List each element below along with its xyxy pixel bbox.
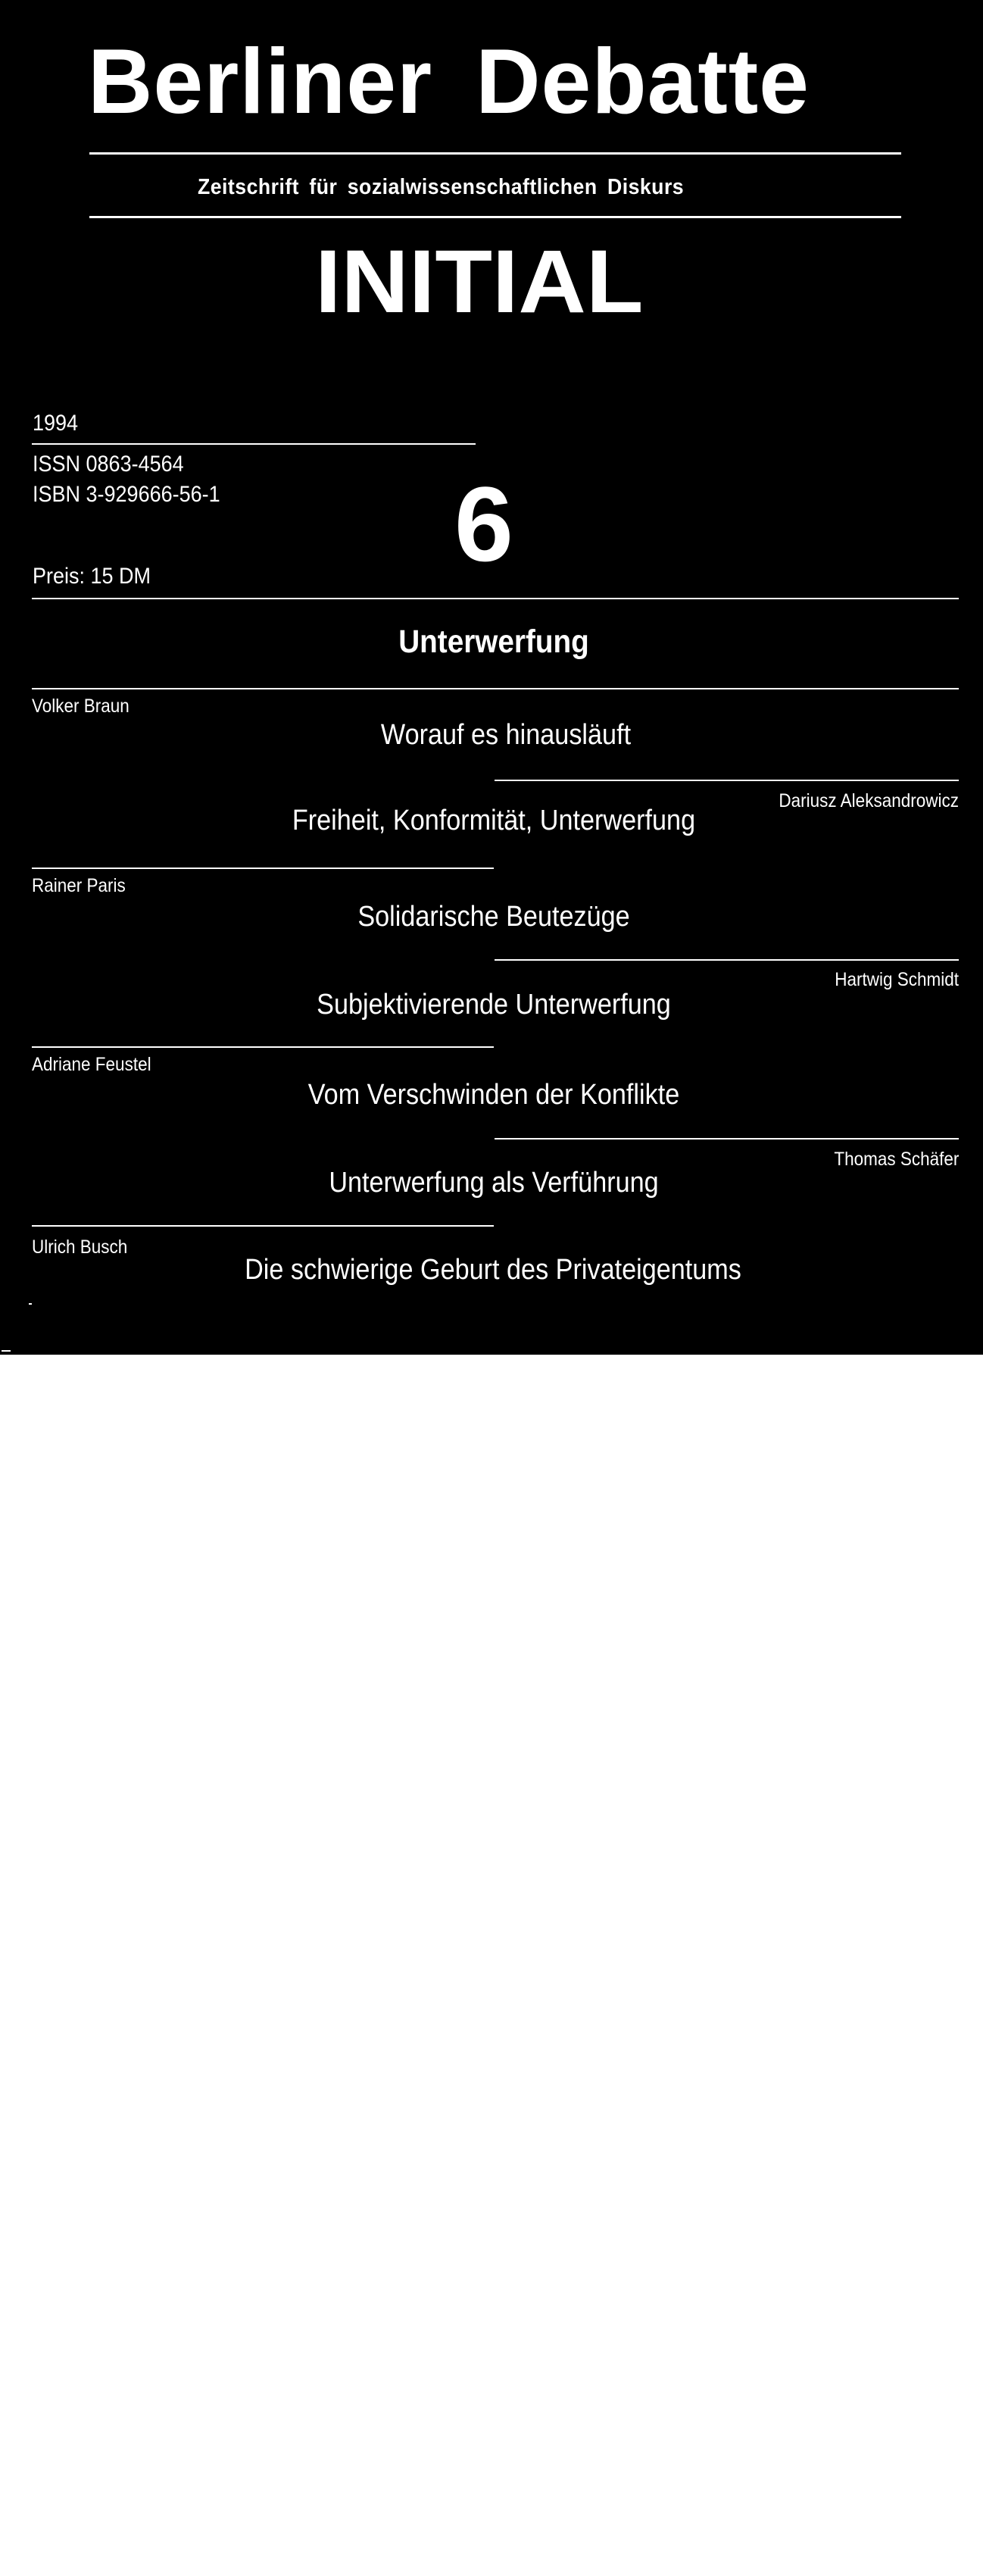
masthead-title: Berliner Debatte	[88, 30, 810, 133]
journal-subtitle: Zeitschrift für sozialwissenschaftlichen Diskurs	[198, 175, 685, 199]
entry-author: Dariusz Aleksandrowicz	[779, 790, 959, 811]
meta-rule	[32, 598, 959, 599]
entry-rule-right	[495, 959, 959, 961]
masthead-rule-top	[89, 152, 901, 155]
entry-author: Thomas Schäfer	[833, 1149, 959, 1170]
entry-title: Vom Verschwinden der Konflikte	[307, 1079, 680, 1111]
year-rule	[32, 443, 476, 445]
scan-speck	[2, 1350, 11, 1352]
entry-title: Unterwerfung als Verführung	[329, 1167, 659, 1199]
issn: ISSN 0863-4564	[33, 452, 184, 477]
entry-title: Subjektivierende Unterwerfung	[317, 989, 671, 1021]
series-title: INITIAL	[315, 232, 644, 332]
entry-title: Freiheit, Konformität, Unterwerfung	[292, 805, 696, 836]
entry-title: Worauf es hinausläuft	[380, 719, 632, 751]
entry-title: Die schwierige Geburt des Privateigentums	[245, 1254, 741, 1286]
masthead-rule-bottom	[89, 216, 901, 218]
scan-speck	[29, 1303, 32, 1305]
price: Preis: 15 DM	[33, 564, 151, 589]
theme-rule	[32, 688, 959, 689]
entry-rule-left	[32, 1225, 494, 1227]
entry-author: Adriane Feustel	[32, 1054, 151, 1075]
entry-rule-left	[32, 1046, 494, 1048]
entry-rule-left	[32, 868, 494, 869]
entry-author: Volker Braun	[32, 696, 130, 717]
issue-number: 6	[454, 464, 513, 583]
entry-title: Solidarische Beutezüge	[357, 901, 630, 933]
entry-author: Hartwig Schmidt	[835, 969, 959, 990]
entry-rule-right	[495, 780, 959, 781]
publication-year: 1994	[33, 411, 79, 436]
entry-rule-right	[495, 1138, 959, 1140]
entry-author: Ulrich Busch	[32, 1236, 128, 1258]
isbn: ISBN 3-929666-56-1	[33, 482, 220, 507]
blank-page-area	[0, 1355, 983, 2576]
issue-theme: Unterwerfung	[398, 624, 589, 660]
entry-author: Rainer Paris	[32, 875, 126, 896]
